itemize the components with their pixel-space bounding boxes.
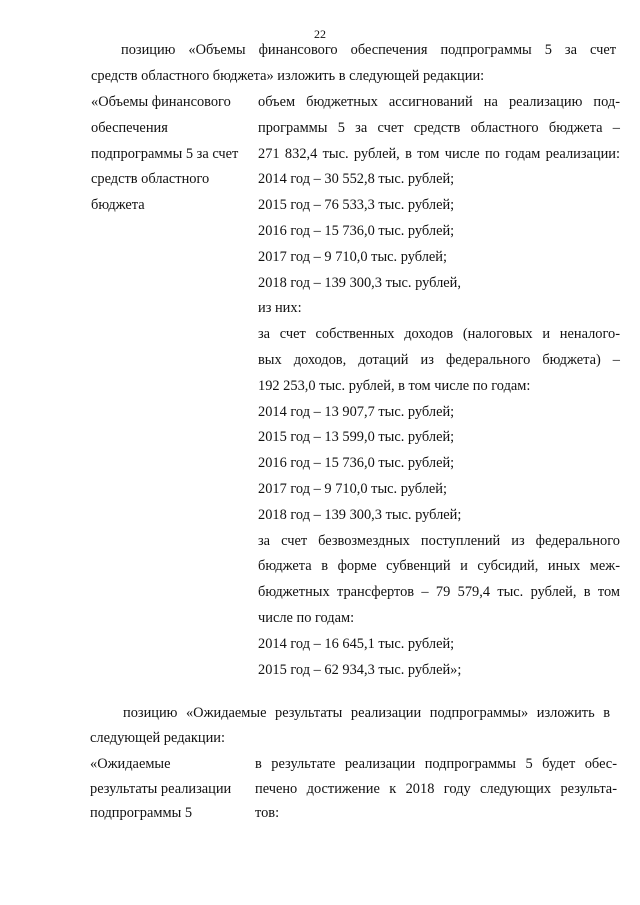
table1-left-line: средств областного bbox=[91, 171, 210, 188]
table2-left-line: подпрограммы 5 bbox=[90, 805, 193, 821]
table1-right-line: 2018 год – 139 300,3 тыс. рублей; bbox=[258, 506, 462, 523]
intro2-line1: позицию «Ожидаемые результаты реализации подпрограммы» изложить в bbox=[123, 705, 610, 721]
table2-left-line: «Ожидаемые bbox=[90, 756, 171, 772]
table2-right-line: тов: bbox=[255, 805, 280, 821]
table1-right-line: 2015 год – 13 599,0 тыс. рублей; bbox=[258, 429, 455, 446]
table1-right-line: 2015 год – 62 934,3 тыс. рублей»; bbox=[258, 661, 462, 678]
table1-left-line: бюджета bbox=[91, 197, 145, 214]
table1-right-line: 2016 год – 15 736,0 тыс. рублей; bbox=[258, 223, 455, 239]
table1-right-line: за счет безвозмездных поступлений из федерального bbox=[258, 532, 620, 549]
table1-right-line: бюджета в форме субвенций и субсидий, иных меж- bbox=[258, 558, 620, 575]
table1-right-line: 2015 год – 76 533,3 тыс. рублей; bbox=[258, 197, 455, 214]
table1-right-line: бюджетных трансфертов – 79 579,4 тыс. рублей, в том bbox=[258, 584, 620, 601]
intro2-line2: следующей редакции: bbox=[90, 730, 225, 746]
table1-right-line: программы 5 за счет средств областного бюджета – bbox=[258, 119, 620, 136]
table2-right-line: в результате реализации подпрограммы 5 будет обес- bbox=[255, 756, 617, 772]
intro1-line1: позицию «Объемы финансового обеспечения подпрограммы 5 за счет bbox=[121, 42, 616, 58]
table1-right-line: 2014 год – 13 907,7 тыс. рублей; bbox=[258, 403, 455, 420]
table1-right-line: 2017 год – 9 710,0 тыс. рублей; bbox=[258, 248, 447, 265]
table1-left-line: обеспечения bbox=[91, 119, 168, 136]
table1-right-line: за счет собственных доходов (налоговых и неналого- bbox=[258, 326, 620, 343]
table2-left-line: результаты реализации bbox=[90, 780, 232, 797]
table1-right-line: 2017 год – 9 710,0 тыс. рублей; bbox=[258, 481, 447, 497]
page-number: 22 bbox=[314, 27, 326, 41]
table1-right-line: объем бюджетных ассигнований на реализацию под- bbox=[258, 94, 620, 110]
intro1-line2: средств областного бюджета» изложить в следующей редакции: bbox=[91, 68, 485, 84]
table1-right-line: вых доходов, дотаций из федерального бюджета) – bbox=[258, 352, 620, 368]
table1-left-line: подпрограммы 5 за счет bbox=[91, 145, 239, 162]
table1-right-line: числе по годам: bbox=[258, 610, 355, 626]
table1-right-line: 2014 год – 16 645,1 тыс. рублей; bbox=[258, 635, 455, 652]
table1-left-line: «Объемы финансового bbox=[91, 94, 231, 110]
table1-right-line: 2018 год – 139 300,3 тыс. рублей, bbox=[258, 274, 461, 291]
table1-right-line: 271 832,4 тыс. рублей, в том числе по годам реализации: bbox=[258, 145, 620, 162]
table2-right-line: печено достижение к 2018 году следующих результа- bbox=[255, 780, 617, 797]
table1-right-line: 2014 год – 30 552,8 тыс. рублей; bbox=[258, 171, 455, 188]
table1-right-line: из них: bbox=[258, 300, 302, 317]
table1-right-line: 2016 год – 15 736,0 тыс. рублей; bbox=[258, 455, 455, 472]
table1-right-line: 192 253,0 тыс. рублей, в том числе по годам: bbox=[258, 377, 531, 394]
